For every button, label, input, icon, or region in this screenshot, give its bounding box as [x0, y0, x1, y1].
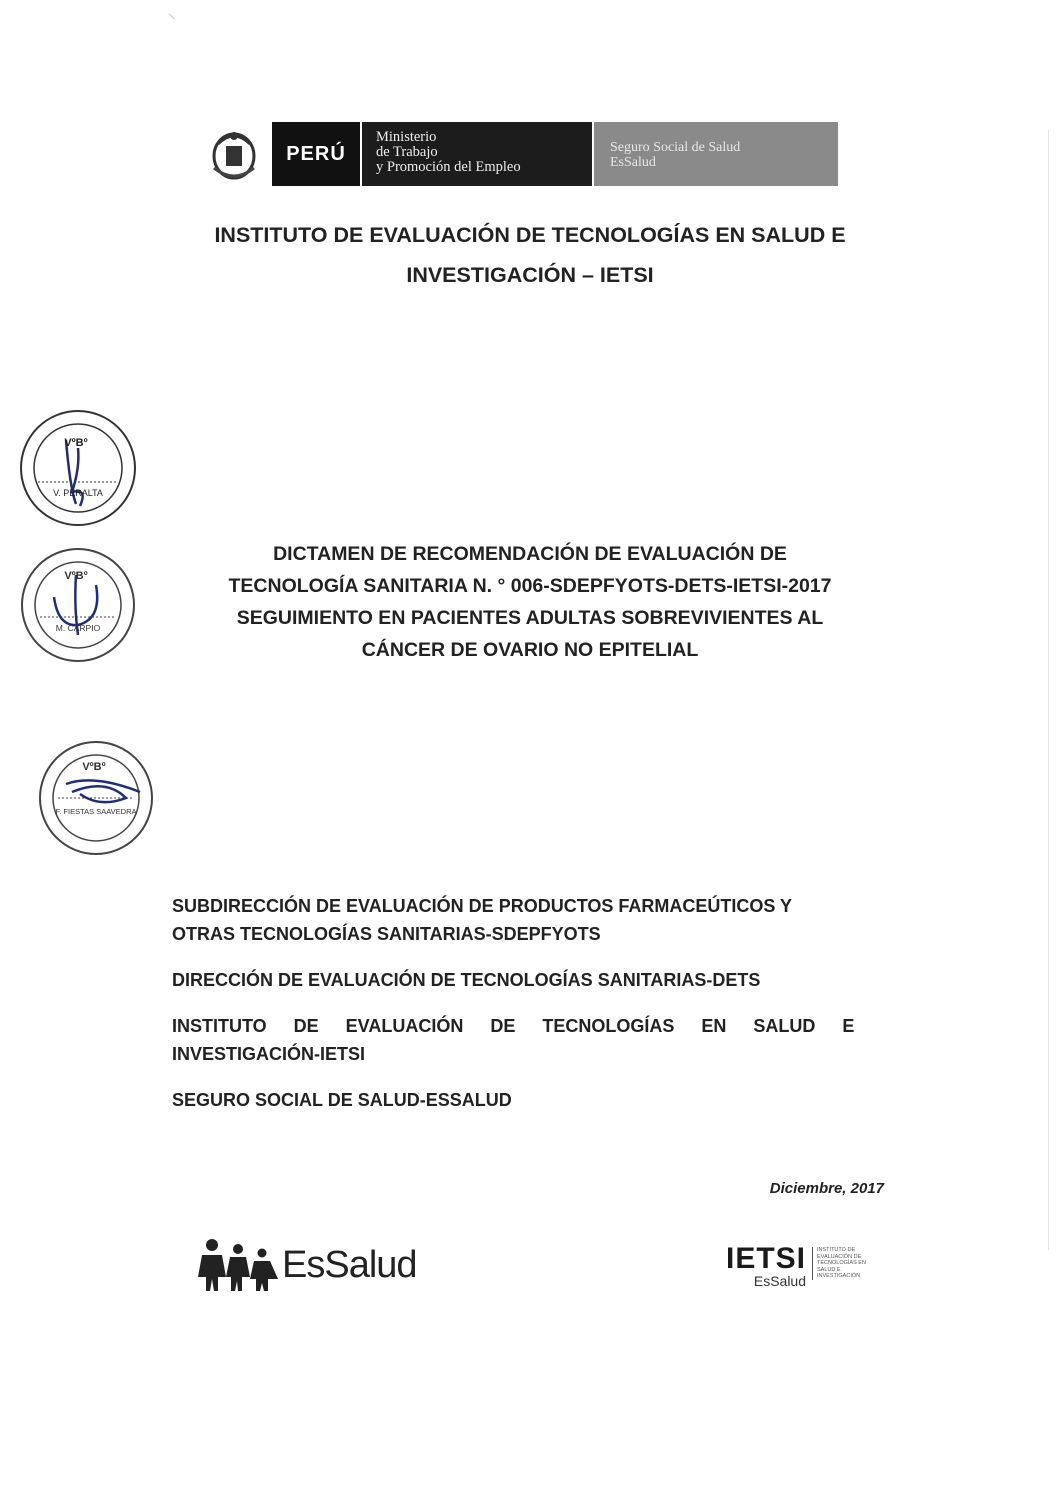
approval-seal-fiestas	[36, 738, 156, 858]
seal-vb: VºBº	[64, 570, 88, 582]
ietsi-logo	[726, 1242, 879, 1289]
seal-name: V. PERALTA	[53, 488, 103, 498]
ietsi-logo-subtext: EsSalud	[753, 1273, 807, 1289]
scan-mark: ⸌	[168, 12, 177, 29]
peru-coat-of-arms-icon	[196, 122, 272, 186]
seal-name: F. FIESTAS SAAVEDRA	[55, 807, 137, 816]
org-subdireccion	[172, 892, 884, 948]
org-line: OTRAS TECNOLOGÍAS SANITARIAS-SDEPFYOTS	[172, 924, 601, 944]
institute-title-line: INVESTIGACIÓN – IETSI	[406, 263, 654, 287]
scan-edge-line	[1048, 130, 1049, 1250]
dictamen-title-line: SEGUIMIENTO EN PACIENTES ADULTAS SOBREVIVIENTES AL	[236, 607, 824, 629]
org-ietsi	[172, 1012, 884, 1068]
ietsi-logo-caption	[812, 1247, 879, 1280]
ietsi-caption-line: INVESTIGACIÓN	[817, 1273, 861, 1279]
org-line: SUBDIRECCIÓN DE EVALUACIÓN DE PRODUCTOS FARMACEÚTICOS Y	[172, 896, 793, 916]
approval-seal-peralta	[18, 408, 138, 528]
dictamen-title-line: TECNOLOGÍA SANITARIA N. ° 006-SDEPFYOTS-DETS-IETSI-2017	[228, 575, 832, 597]
ietsi-caption-line: TECNOLOGÍAS EN	[817, 1260, 866, 1266]
ietsi-caption-line: SALUD E	[817, 1266, 841, 1273]
ministry-line: Ministerio	[376, 129, 437, 145]
seal-vb: VºBº	[82, 761, 106, 773]
ministry-line: y Promoción del Empleo	[376, 159, 521, 175]
org-line: INSTITUTO DE EVALUACIÓN DE TECNOLOGÍAS EN SALUD E	[172, 1016, 855, 1036]
entity-line: EsSalud	[610, 155, 656, 170]
dictamen-title	[150, 538, 910, 666]
essalud-logo	[198, 1235, 417, 1295]
dictamen-title-line: DICTAMEN DE RECOMENDACIÓN DE EVALUACIÓN DE	[273, 543, 787, 565]
org-essalud: SEGURO SOCIAL DE SALUD-ESSALUD	[172, 1090, 512, 1110]
ietsi-caption-line: EVALUACIÓN DE	[817, 1253, 862, 1260]
org-line: INVESTIGACIÓN-IETSI	[172, 1044, 366, 1064]
essalud-logo-text: EsSalud	[282, 1243, 417, 1286]
dictamen-title-line: CÁNCER DE OVARIO NO EPITELIAL	[361, 639, 699, 661]
seal-name: M. CARPIO	[55, 623, 101, 633]
ministry-line: de Trabajo	[376, 144, 438, 160]
approval-seal-carpio	[18, 545, 138, 665]
entity-name	[594, 122, 838, 186]
family-figures-icon	[198, 1237, 280, 1293]
peru-label: PERÚ	[272, 122, 362, 186]
ministry-name	[362, 122, 592, 186]
institute-title	[150, 215, 910, 295]
ietsi-caption-line: INSTITUTO DE	[817, 1247, 856, 1253]
document-date: Diciembre, 2017	[769, 1180, 884, 1197]
entity-line: Seguro Social de Salud	[610, 140, 741, 155]
seal-vb: VºBº	[64, 437, 88, 449]
ietsi-logo-text: IETSI	[726, 1242, 807, 1275]
institute-title-line: INSTITUTO DE EVALUACIÓN DE TECNOLOGÍAS EN SALUD E	[214, 223, 846, 247]
org-dets: DIRECCIÓN DE EVALUACIÓN DE TECNOLOGÍAS SANITARIAS-DETS	[172, 970, 761, 990]
header-banner	[196, 122, 838, 186]
